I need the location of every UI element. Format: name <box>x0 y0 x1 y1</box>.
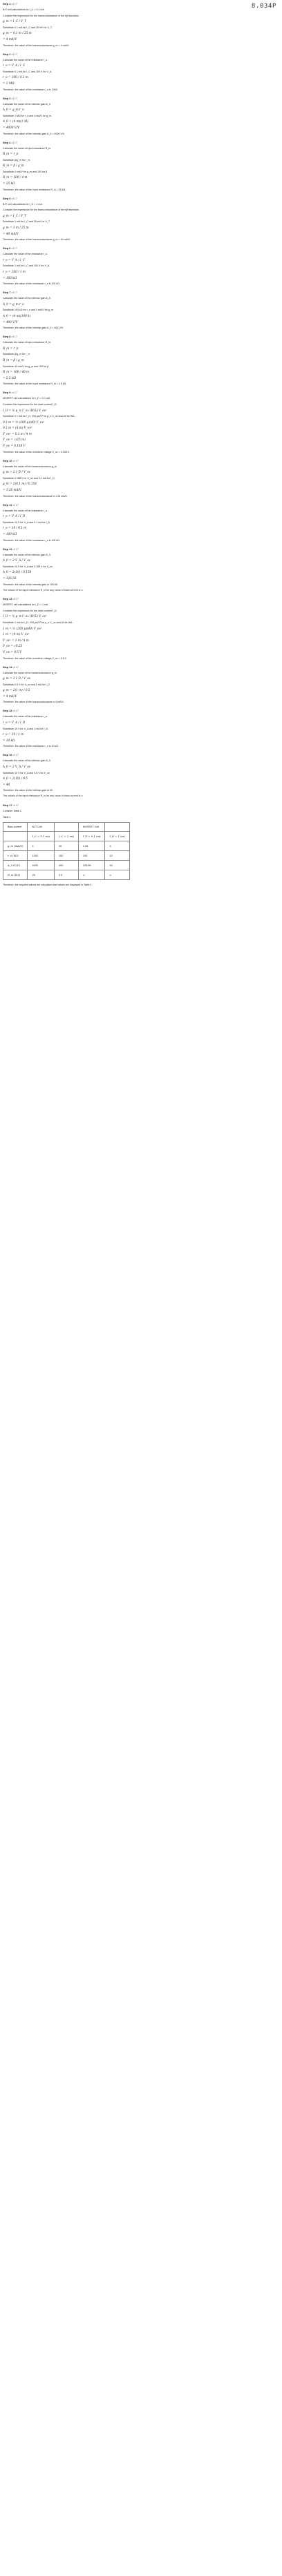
step-text: Consider the expression for the drain current I_D. <box>3 609 57 612</box>
table-cell: g_m (mA/V) <box>3 841 28 851</box>
step-text: Consider the expression for the transconductance of the bjt transistor. <box>3 208 79 212</box>
solution-step <box>3 710 252 748</box>
substitution-text: Substitute 0.1 mA for I_C and 100 V for V_A. <box>3 70 53 73</box>
table-header-cell: MOSFET Cell <box>78 823 105 832</box>
step-intro: Calculate the value of the intrinsic gain A_0. <box>3 759 51 763</box>
solution-step <box>3 247 252 285</box>
solution-step <box>3 548 252 592</box>
equation: R_in = r_π <box>3 346 19 350</box>
step-note: The values of the input resistance R_in for any value of drain current is ∞. <box>3 588 84 592</box>
page-code: 8.034P <box>251 3 276 10</box>
step-result: Therefore, the value of the intrinsic gain is 126.58. <box>3 583 58 586</box>
step-result: Therefore, the value of the intrinsic gain A_0 = 400 V/V. <box>3 326 64 330</box>
equation-line: V_ov = 0.5 V <box>3 650 22 654</box>
table-cell: 2.5 <box>54 870 78 880</box>
equation-line: = 100 kΩ <box>3 275 17 280</box>
step-count: of 17 <box>11 52 17 56</box>
solution-step <box>3 291 252 329</box>
equation-line: = 100 kΩ <box>3 532 17 536</box>
equation: R_in = β / g_m <box>3 164 24 168</box>
table-cell: 100 <box>78 851 105 861</box>
step-count: of 17 <box>11 3 17 6</box>
equation-line: 0.1 m = ½ (200 μ)(40) V_ov² <box>3 420 45 424</box>
step-intro: MOSFET cell calculations for I_D = 0.1 mA <box>3 397 50 400</box>
equation-line: V_ov = √(25 m) <box>3 438 26 442</box>
substitution-text: Substitute 40 mA/V for g_m and 100 for β. <box>3 364 50 368</box>
table-header-row <box>3 823 130 832</box>
solution-step <box>3 142 252 191</box>
step-intro: Calculate the value of the intrinsic gain A_0. <box>3 102 51 106</box>
table-cell: 40 <box>54 841 78 851</box>
table-header-cell <box>105 823 129 832</box>
solution-step <box>3 53 252 91</box>
equation: g_m = I_C / V_T <box>3 213 26 217</box>
table-cell: R_in (kΩ) <box>3 870 28 880</box>
substitution-text: Substitute 0.1 mA for I_C and 25 mV for V_T. <box>3 26 53 29</box>
step-text: Consider the expression for the transconductance of the bjt transistor. <box>3 14 79 17</box>
step-number: Step 11 <box>3 503 12 507</box>
step-title <box>3 291 252 294</box>
substitution-text: Substitute 10 V for V_A and 0.158 V for V_ov. <box>3 565 53 568</box>
substitution-text: Substitute 1 mA for I_D, 200 μA/V² for μ_n C_ox and 40 for W/L. <box>3 621 74 624</box>
step-count: of 17 <box>11 141 17 144</box>
step-intro: Calculate the value of input resistance R_in. <box>3 146 52 150</box>
step-number: Step 14 <box>3 665 12 669</box>
equation-line: R_in = 100 / 4 m <box>3 175 28 179</box>
table-footer-text: Therefore, the required values are calculated and values are displayed in Table 1. <box>3 884 93 887</box>
equation-line: A_0 = (4 m)(1 M) <box>3 119 28 124</box>
equation-line: = 10 kΩ <box>3 738 15 742</box>
equation-line: = 2.5 kΩ <box>3 375 16 380</box>
step-title <box>3 460 252 462</box>
step-intro: Calculate the value of the resistance r_o. <box>3 58 48 61</box>
equation: A_0 = 2 V_A / V_ov <box>3 765 31 769</box>
table-subheader-cell: I_C = 0.1 mA <box>28 832 55 841</box>
equation: g_m = 2 I_D / V_ov <box>3 470 31 474</box>
equation: R_in = r_π <box>3 152 19 156</box>
step-number: Step 5 <box>3 197 11 200</box>
equation-line: = 4 mA/V <box>3 37 17 41</box>
equation: g_m = 2 I_D / V_ov <box>3 676 31 681</box>
step-number: Step 1 <box>3 3 11 6</box>
step-text: Consider the expression for the drain current I_D. <box>3 402 57 406</box>
step-count: of 17 <box>12 710 19 713</box>
step-number: Step 16 <box>3 754 12 757</box>
step-intro: BJT cell calculations for I_C = 0.1 mA <box>3 8 44 11</box>
step-count: of 17 <box>11 197 17 200</box>
equation-line: r_o = 10 / 1 m <box>3 732 24 736</box>
step-title <box>3 335 252 338</box>
equation-line: = 4000 V/V <box>3 125 20 129</box>
table-subheader-cell <box>3 832 28 841</box>
table-cell: 126.58 <box>78 861 105 870</box>
step-number: Step 7 <box>3 291 11 295</box>
table-subheader-cell: I_D = 1 mA <box>105 832 129 841</box>
equation: r_o = V_A / I_D <box>3 514 26 518</box>
substitution-text: Substitute 4 mA/V for g_m and 100 for β. <box>3 170 48 173</box>
step-title <box>3 97 252 100</box>
step-result: Therefore, the value of the resistance r_o is 1 MΩ. <box>3 88 58 91</box>
step-count: of 17 <box>11 291 17 295</box>
step-title <box>3 504 252 507</box>
equation-line: = 25 kΩ <box>3 182 15 186</box>
equation-line: = 40 <box>3 782 10 786</box>
step-result: Therefore, the value of the overdrive voltage V_ov = 0.5 V. <box>3 656 67 660</box>
step-count: of 17 <box>11 97 17 100</box>
step-result: Therefore, the value of the input resistance R_in = 25 kΩ. <box>3 188 66 191</box>
step-intro: Consider Table 1. <box>3 810 22 812</box>
table-cell: 400 <box>54 861 78 870</box>
table-header-cell: BJT Cell <box>28 823 55 832</box>
step-intro: Calculate the value of the resistance r_o. <box>3 715 48 719</box>
equation-line: V_ov = 0.158 V <box>3 444 26 448</box>
step-result: Therefore, the value of the resistance r_o is 100 kΩ. <box>3 282 60 286</box>
table-subheader-cell: I_D = 0.1 mA <box>78 832 105 841</box>
solution-step <box>3 197 252 242</box>
step-count: of 17 <box>12 804 19 807</box>
table-cell: 40 <box>105 861 129 870</box>
equation-line: = 400 V/V <box>3 320 18 324</box>
step-title <box>3 3 252 6</box>
equation: r_o = V_A / I_D <box>3 721 26 725</box>
substitution-text: Substitute 0.5 V for V_ov and 1 mA for I_D. <box>3 683 50 686</box>
table-header-cell: Bias current <box>3 823 28 832</box>
step-count: of 17 <box>11 247 17 251</box>
table-cell: r_o (kΩ) <box>3 851 28 861</box>
step-intro: MOSFET cell calculations for I_D = 1 mA <box>3 603 48 607</box>
summary-step <box>3 804 252 887</box>
step-result: Therefore, the value of the transconductance is 1.26 mA/V. <box>3 494 68 498</box>
table-cell: 100 <box>54 851 78 861</box>
substitution-text: Substitute 10 V for V_A and 0.1 mA for I_D. <box>3 520 51 524</box>
table-cell: A_0 (V/V) <box>3 861 28 870</box>
equation-line: 1 m = ½ (200 μ)(40) V_ov² <box>3 626 42 630</box>
step-number: Step 9 <box>3 391 11 395</box>
step-intro: Calculate the value of the resistance r_o. <box>3 253 48 256</box>
step-count: of 17 <box>12 547 19 551</box>
step-intro: Calculate the value of the resistance r_o. <box>3 509 48 512</box>
step-result: Therefore, the value of the intrinsic gain is 40. <box>3 789 53 792</box>
equation: R_in = β / g_m <box>3 358 24 362</box>
substitution-text: Substitute 1 MΩ for r_o and 4 mA/V for g_m. <box>3 114 52 117</box>
step-note: The values of the input resistance R_in for any value of drain current is ∞. <box>3 794 84 798</box>
step-title <box>3 53 252 56</box>
step-count: of 17 <box>11 335 17 339</box>
equation-line: r_o = 100 / 0.1 m <box>3 75 28 79</box>
table-subheader-row <box>3 832 130 841</box>
table-cell: 1000 <box>28 851 55 861</box>
step-title <box>3 247 252 250</box>
step-count: of 17 <box>12 665 19 669</box>
step-number: Step 6 <box>3 247 11 251</box>
substitution-text: Substitute 10 V for V_A and 0.5 V for V_ov. <box>3 771 50 774</box>
step-count: of 17 <box>12 459 19 462</box>
step-title <box>3 666 252 669</box>
equation: r_o = V_A / I_C <box>3 257 25 262</box>
solution-step <box>3 504 252 542</box>
table-cell: ∞ <box>78 870 105 880</box>
equation-line: g_m = 1 m / 25 m <box>3 226 29 230</box>
table-cell: ∞ <box>105 870 129 880</box>
step-number: Step 15 <box>3 710 12 713</box>
table-row <box>3 851 130 861</box>
solution-step <box>3 754 252 798</box>
equation-line: 1 m = (4 m) V_ov² <box>3 632 30 636</box>
table-cell: 4 <box>105 841 129 851</box>
step-title <box>3 804 252 807</box>
substitution-text: Substitute 100 kΩ for r_o and 4 mA/V for g_m. <box>3 309 54 312</box>
step-title <box>3 710 252 712</box>
equation-line: g_m = 0.1 m / 25 m <box>3 31 32 35</box>
solution-step <box>3 666 252 704</box>
step-title <box>3 754 252 757</box>
equation: A_0 = g_m r_o <box>3 302 24 306</box>
step-intro: Calculate the value of the transconductance g_m. <box>3 465 57 468</box>
equation-line: V_ov² = 1 m / 4 m <box>3 638 29 642</box>
substitution-text: Substitute β/g_m for r_π. <box>3 353 30 356</box>
equation-line: r_o = 100 / 1 m <box>3 270 26 273</box>
equation-line: g_m = 2(0.1 m) / 0.158 <box>3 482 37 486</box>
step-result: Therefore, the value of the intrinsic gain A_0 = 4000 V/V. <box>3 132 65 135</box>
equation: I_D = ½ μ_n C_ox (W/L) V_ov² <box>3 614 47 618</box>
step-result: Therefore, the value of the resistance r_o is 10 kΩ. <box>3 745 59 748</box>
solution-step <box>3 391 252 453</box>
equation-line: V_ov² = 0.1 m / 4 m <box>3 431 32 436</box>
solution-step <box>3 97 252 135</box>
equation-line: A_0 = 2(10) / 0.158 <box>3 570 32 574</box>
step-count: of 17 <box>12 503 19 507</box>
step-title <box>3 548 252 551</box>
table-cell: 25 <box>28 870 55 880</box>
step-result: Therefore, the value of the resistance r_o is 100 kΩ. <box>3 538 60 542</box>
substitution-text: Substitute 1 mA for I_C and 100 V for V_A. <box>3 264 50 268</box>
table-cell: 4 <box>28 841 55 851</box>
step-title <box>3 197 252 200</box>
step-intro: BJT cell calculations for I_C = 1 mA <box>3 202 42 206</box>
step-result: Therefore, the value of the transconductance is 4 mA/V. <box>3 701 64 704</box>
equation-line: = 126.58 <box>3 576 17 580</box>
equation-line: R_in = 100 / 40 m <box>3 370 30 374</box>
table-cell: 4000 <box>28 861 55 870</box>
table-subheader-cell: I_C = 1 mA <box>54 832 78 841</box>
substitution-text: Substitute 0.1 mA for I_D, 200 μA/V² for μ_n C_ox and 40 for W/L. <box>3 415 76 418</box>
equation-line: = 40 mA/V <box>3 231 19 235</box>
equation: r_o = V_A / I_C <box>3 64 25 68</box>
step-number: Step 2 <box>3 52 11 56</box>
step-title <box>3 142 252 144</box>
substitution-text: Substitute 10 V for V_A and 1 mA for I_D. <box>3 727 49 730</box>
step-number: Step 17 <box>3 804 12 807</box>
equation-line: = 1 MΩ <box>3 81 15 85</box>
table-cell: 1.26 <box>78 841 105 851</box>
solution-step <box>3 598 252 659</box>
substitution-text: Substitute 1 mA for I_C and 25 mV for V_T. <box>3 220 50 224</box>
solution-step <box>3 335 252 385</box>
step-result: Therefore, the value of the transconductance g_m = 4 mA/V. <box>3 43 70 47</box>
table-row <box>3 841 130 851</box>
equation-line: g_m = 2(1 m) / 0.5 <box>3 688 30 692</box>
step-number: Step 8 <box>3 335 11 339</box>
equation: A_0 = g_m r_o <box>3 108 24 112</box>
step-intro: Calculate the value of the transconductance g_m. <box>3 671 57 674</box>
step-intro: Calculate the value of the intrinsic gain A_0. <box>3 553 51 556</box>
step-count: of 17 <box>12 598 19 601</box>
step-number: Step 13 <box>3 598 12 601</box>
equation-line: V_ov = √0.25 <box>3 644 23 648</box>
substitution-text: Substitute 0.158 V for V_ov and 0.1 mA for I_D. <box>3 476 55 480</box>
step-count: of 17 <box>11 391 17 395</box>
step-intro: Calculate the value of the intrinsic gain A_0. <box>3 297 51 300</box>
step-result: Therefore, the value of the input resistance R_in = 2.5 kΩ. <box>3 382 67 386</box>
solution-step <box>3 3 252 47</box>
equation-line: = 4 mA/V <box>3 694 17 698</box>
table-row <box>3 861 130 870</box>
step-number: Step 4 <box>3 141 11 144</box>
step-intro: Calculate the value of input resistance R_in. <box>3 341 52 344</box>
steps-container <box>3 3 252 893</box>
step-result: Therefore, the value of the overdrive voltage V_ov = 0.158 V. <box>3 450 70 453</box>
equation: I_D = ½ μ_n C_ox (W/L) V_ov² <box>3 408 47 412</box>
equation-line: A_0 = 2(10) / 0.5 <box>3 777 28 781</box>
step-count: of 17 <box>12 754 19 757</box>
solution-step <box>3 460 252 498</box>
step-title <box>3 391 252 394</box>
step-result: Therefore, the value of the transconductance g_m = 40 mA/V. <box>3 238 71 242</box>
step-title <box>3 598 252 601</box>
step-number: Step 12 <box>3 547 12 551</box>
equation: g_m = I_C / V_T <box>3 19 26 23</box>
summary-table <box>3 822 130 880</box>
equation-line: 0.1 m = (4 m) V_ov² <box>3 426 32 430</box>
table-caption: Table 1 <box>3 815 11 819</box>
step-number: Step 10 <box>3 459 12 462</box>
step-number: Step 3 <box>3 97 11 100</box>
equation-line: r_o = 10 / 0.1 m <box>3 526 27 530</box>
equation-line: A_0 = (4 m)(100 k) <box>3 313 31 318</box>
equation-line: = 1.26 mA/V <box>3 488 21 492</box>
equation: A_0 = 2 V_A / V_ov <box>3 558 31 563</box>
table-row <box>3 870 130 880</box>
substitution-text: Substitute β/g_m for r_π. <box>3 158 30 162</box>
table-cell: 10 <box>105 851 129 861</box>
table-header-cell <box>54 823 78 832</box>
